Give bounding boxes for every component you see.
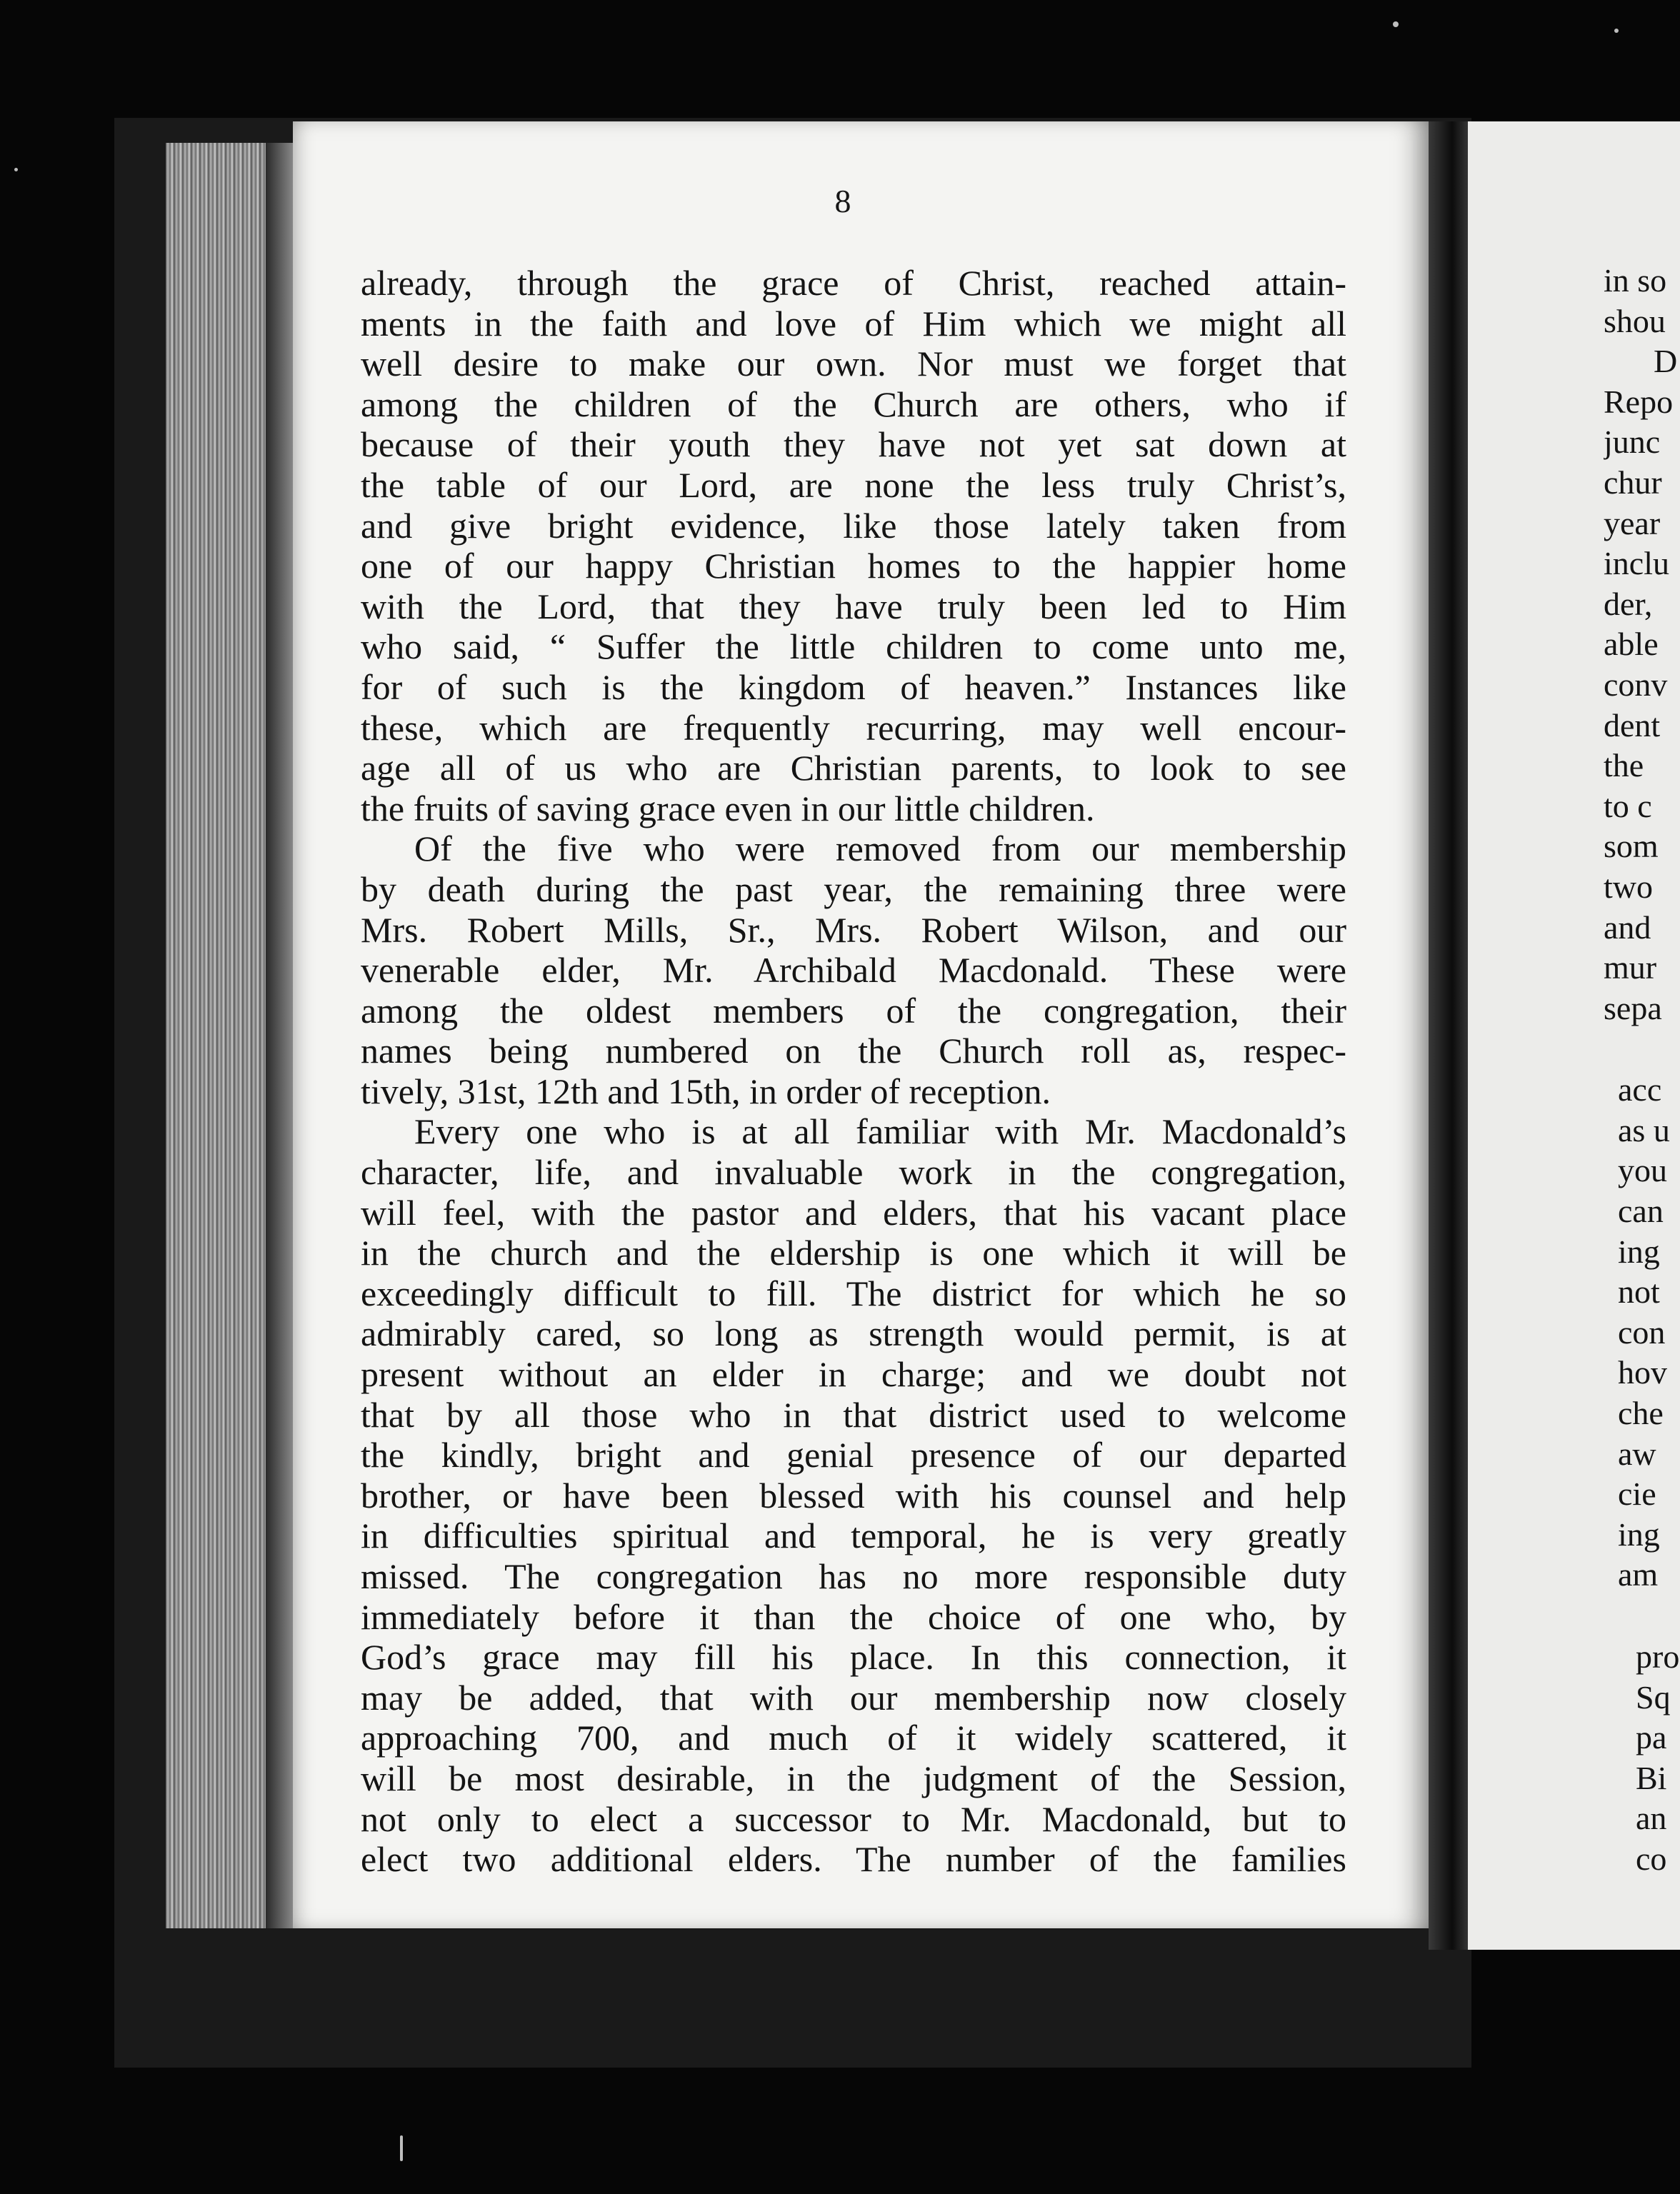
text-line: in the church and the eldership is one which it will be	[361, 1233, 1346, 1273]
text-line: among the oldest members of the congregation, their	[361, 990, 1346, 1031]
text-fragment: Bi	[1636, 1759, 1667, 1796]
text-line: by death during the past year, the remaining three were	[361, 868, 1346, 909]
text-fragment: am	[1618, 1556, 1659, 1593]
text-line: will feel, with the pastor and elders, that his vacant place	[361, 1192, 1346, 1233]
dust-speck	[1614, 29, 1619, 33]
text-fragment: the	[1604, 747, 1644, 784]
text-line: who said, “ Suffer the little children to come unto me,	[361, 626, 1346, 667]
page-number: 8	[834, 183, 851, 219]
text-fragment: ing	[1618, 1516, 1660, 1553]
text-line: the fruits of saving grace even in our little children.	[361, 788, 1095, 828]
text-fragment: cie	[1618, 1476, 1656, 1513]
text-fragment: acc	[1618, 1071, 1662, 1108]
text-fragment: con	[1618, 1313, 1666, 1351]
text-fragment: dent	[1604, 706, 1661, 743]
text-line: exceedingly difficult to fill. The district for which he so	[361, 1273, 1346, 1313]
text-line: because of their youth they have not yet sat down at	[361, 424, 1346, 465]
text-fragment: som	[1604, 828, 1659, 865]
text-line: may be added, that with our membership now closely	[361, 1677, 1346, 1718]
text-fragment: to c	[1604, 787, 1652, 824]
text-line: Of the five who were removed from our membership	[414, 828, 1346, 869]
text-fragment: can	[1618, 1193, 1664, 1230]
text-line: among the children of the Church are others, who if	[361, 384, 1346, 424]
text-line: character, life, and invaluable work in the congregation,	[361, 1152, 1346, 1193]
text-line: immediately before it than the choice of one who, by	[361, 1596, 1346, 1637]
text-fragment: pa	[1636, 1719, 1667, 1756]
text-line: approaching 700, and much of it widely scattered, it	[361, 1718, 1346, 1758]
text-fragment: junc	[1604, 424, 1661, 461]
text-line: for of such is the kingdom of heaven.” Instances like	[361, 666, 1346, 707]
text-line: Every one who is at all familiar with Mr. Macdonald’s	[414, 1111, 1346, 1152]
text-fragment: aw	[1618, 1435, 1656, 1472]
text-line: venerable elder, Mr. Archibald Macdonald. These were	[361, 950, 1346, 991]
text-fragment: che	[1618, 1395, 1664, 1432]
text-line: present without an elder in charge; and we doubt not	[361, 1354, 1346, 1395]
text-fragment: ing	[1618, 1233, 1660, 1270]
dust-speck	[400, 2135, 403, 2161]
page-edges	[166, 143, 266, 1928]
text-line: admirably cared, so long as strength would permit, is at	[361, 1313, 1346, 1354]
text-line: in difficulties spiritual and temporal, he is very greatly	[361, 1516, 1346, 1556]
right-page-text-fragments	[1604, 261, 1680, 1880]
left-page-body-text	[361, 263, 1346, 1880]
text-fragment: in so	[1604, 262, 1667, 299]
text-line: age all of us who are Christian parents, to look to see	[361, 748, 1346, 788]
text-fragment: co	[1636, 1840, 1667, 1877]
text-fragment: inclu	[1604, 545, 1669, 582]
text-line: not only to elect a successor to Mr. Macdonald, but to	[361, 1798, 1346, 1839]
text-fragment: you	[1618, 1152, 1667, 1189]
text-line: brother, or have been blessed with his counsel and help	[361, 1475, 1346, 1516]
edge-shadow	[266, 143, 294, 1928]
text-fragment: an	[1636, 1800, 1667, 1837]
text-line: missed. The congregation has no more responsible duty	[361, 1556, 1346, 1596]
text-fragment: year	[1604, 504, 1661, 541]
text-fragment: D	[1654, 343, 1678, 380]
text-line: will be most desirable, in the judgment of the Session,	[361, 1758, 1346, 1798]
text-fragment: mur	[1604, 949, 1657, 986]
text-line: well desire to make our own. Nor must we forget that	[361, 344, 1346, 384]
text-fragment: chur	[1604, 464, 1662, 501]
text-fragment: der,	[1604, 585, 1653, 622]
text-fragment: not	[1618, 1273, 1660, 1311]
text-fragment: as u	[1618, 1111, 1670, 1148]
text-fragment: Sq	[1636, 1678, 1671, 1715]
text-fragment: and	[1604, 908, 1651, 946]
text-fragment: pro	[1636, 1638, 1680, 1675]
text-line: these, which are frequently recurring, may well encour-	[361, 707, 1346, 748]
text-fragment: able	[1604, 626, 1659, 663]
text-line: already, through the grace of Christ, reached attain-	[361, 263, 1346, 303]
text-line: with the Lord, that they have truly been led to Him	[361, 586, 1346, 626]
dust-speck	[1393, 21, 1399, 27]
text-line: names being numbered on the Church roll as, respec-	[361, 1031, 1346, 1071]
text-fragment: hov	[1618, 1354, 1667, 1391]
dust-speck	[14, 168, 18, 171]
text-line: and give bright evidence, like those lately taken from	[361, 505, 1346, 546]
text-fragment: conv	[1604, 666, 1668, 703]
text-line: ments in the faith and love of Him which we might all	[361, 303, 1346, 344]
text-line: the table of our Lord, are none the less truly Christ’s,	[361, 464, 1346, 505]
text-fragment: two	[1604, 868, 1653, 905]
text-fragment: shou	[1604, 302, 1666, 339]
text-line: God’s grace may fill his place. In this connection, it	[361, 1637, 1346, 1678]
text-fragment: Repo	[1604, 383, 1674, 420]
text-line: the kindly, bright and genial presence of our departed	[361, 1435, 1346, 1476]
text-line: Mrs. Robert Mills, Sr., Mrs. Robert Wilson, and our	[361, 909, 1346, 950]
text-fragment: sepa	[1604, 989, 1662, 1026]
text-line: that by all those who in that district used to welcome	[361, 1394, 1346, 1435]
text-line: one of our happy Christian homes to the happier home	[361, 546, 1346, 586]
text-line: tively, 31st, 12th and 15th, in order of reception.	[361, 1071, 1051, 1111]
book-gutter	[1429, 121, 1471, 1950]
text-line: elect two additional elders. The number of the families	[361, 1839, 1346, 1880]
